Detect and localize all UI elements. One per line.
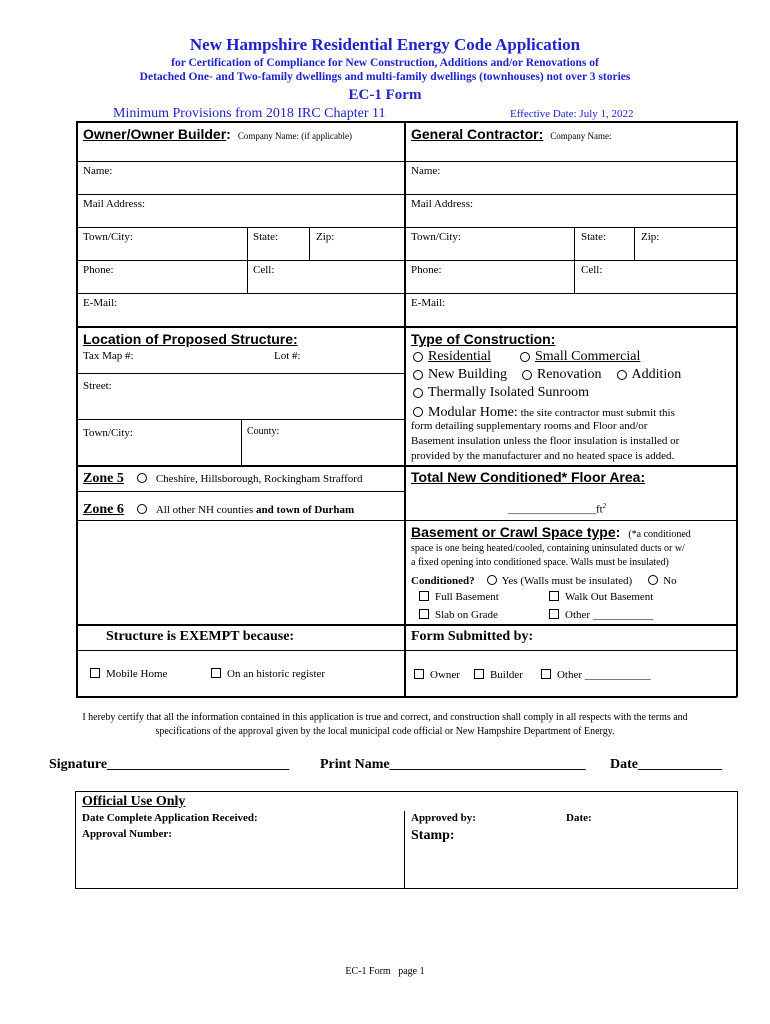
- submitted-heading: Form Submitted by:: [411, 629, 534, 644]
- construction-row-2: [413, 367, 681, 383]
- floor-area-heading: Total New Conditioned* Floor Area:: [411, 469, 646, 485]
- modular-option[interactable]: [413, 403, 675, 421]
- zone6-row[interactable]: [83, 500, 354, 518]
- owner-town-field[interactable]: Town/City:: [83, 231, 133, 243]
- location-heading: Location of Proposed Structure:: [83, 331, 298, 347]
- floor-area-blank: ________________ft: [508, 503, 603, 516]
- effective-date: Effective Date: July 1, 2022: [510, 108, 634, 120]
- owner-company-label: Company Name: (if applicable): [237, 131, 353, 141]
- zone6-text: All other NH counties: [155, 504, 257, 516]
- exempt-heading: Structure is EXEMPT because:: [106, 629, 295, 644]
- contractor-heading: General Contractor:: [411, 126, 544, 142]
- official-use-heading: Official Use Only: [82, 794, 186, 809]
- contractor-email-field[interactable]: E-Mail:: [411, 297, 446, 309]
- modular-note-2: form detailing supplementary rooms and Floor and/or: [411, 420, 648, 432]
- sunroom-option[interactable]: [413, 385, 589, 401]
- conditioned-yes-option[interactable]: [487, 571, 633, 588]
- sunroom-label: Thermally Isolated Sunroom: [428, 385, 589, 400]
- slab-checkbox-icon[interactable]: [419, 609, 429, 619]
- historic-checkbox-icon[interactable]: [211, 668, 221, 678]
- stamp-field[interactable]: Stamp:: [411, 828, 455, 843]
- certify-line-2: specifications of the approval given by the local municipal code official or New Hampshire Department of Energy.: [155, 726, 615, 737]
- small-commercial-label: Small Commercial: [535, 349, 641, 364]
- sunroom-radio-icon[interactable]: [413, 388, 423, 398]
- approved-by-field[interactable]: Approved by:: [411, 812, 476, 824]
- page-footer: EC-1 Form page 1: [345, 966, 425, 977]
- submitted-owner-checkbox-icon[interactable]: [414, 669, 424, 679]
- zone5-row[interactable]: [83, 469, 362, 487]
- owner-phone-field[interactable]: Phone:: [83, 264, 114, 276]
- lot-field[interactable]: Lot #:: [274, 350, 301, 362]
- construction-heading: Type of Construction:: [411, 331, 556, 347]
- submitted-other-label: Other ____________: [556, 669, 651, 681]
- basement-heading-row: [411, 524, 691, 542]
- basement-other-option[interactable]: [549, 605, 653, 623]
- zone5-text: Cheshire, Hillsborough, Rockingham Strafford: [155, 473, 363, 485]
- owner-zip-field[interactable]: Zip:: [316, 231, 335, 243]
- construction-row-1: [413, 349, 640, 365]
- small-commercial-radio-icon[interactable]: [520, 352, 530, 362]
- contractor-mail-field[interactable]: Mail Address:: [411, 198, 474, 210]
- zone6-bold-text: and town of Durham: [256, 504, 355, 516]
- zone5-label: Zone 5: [83, 471, 124, 486]
- form-subtitle-line2: Detached One- and Two-family dwellings and multi-family dwellings (townhouses) not over 3 stories: [139, 71, 631, 83]
- conditioned-no-radio-icon[interactable]: [648, 575, 658, 585]
- basement-other-label: Other ___________: [565, 609, 654, 621]
- owner-heading-row: [83, 126, 352, 144]
- walkout-label: Walk Out Basement: [565, 591, 654, 603]
- owner-mail-field[interactable]: Mail Address:: [83, 198, 146, 210]
- owner-state-field[interactable]: State:: [253, 231, 279, 243]
- provisions-text: Minimum Provisions from 2018 IRC Chapter 11: [113, 106, 386, 121]
- form-subtitle-line1: for Certification of Compliance for New Construction, Additions and/or Renovations of: [171, 57, 599, 69]
- zone6-label: Zone 6: [83, 502, 124, 517]
- modular-note-4: provided by the manufacturer and no heated space is added.: [411, 450, 675, 462]
- zone5-radio-icon[interactable]: [137, 473, 147, 483]
- addition-label: Addition: [631, 367, 682, 382]
- owner-heading-colon: :: [226, 126, 231, 142]
- street-field[interactable]: Street:: [83, 380, 112, 392]
- approval-number-field[interactable]: Approval Number:: [82, 828, 172, 840]
- location-town-field[interactable]: Town/City:: [83, 427, 133, 439]
- contractor-company-label: Company Name:: [550, 131, 612, 141]
- contractor-heading-row: [411, 126, 612, 144]
- contractor-phone-field[interactable]: Phone:: [411, 264, 442, 276]
- mobile-home-option[interactable]: [90, 664, 167, 682]
- basement-other-checkbox-icon[interactable]: [549, 609, 559, 619]
- submitted-row: [414, 665, 651, 683]
- walkout-checkbox-icon[interactable]: [549, 591, 559, 601]
- addition-option[interactable]: [617, 367, 682, 382]
- modular-note-1: the site contractor must submit this: [517, 407, 675, 419]
- form-title: New Hampshire Residential Energy Code Application: [189, 35, 581, 54]
- submitted-other-checkbox-icon[interactable]: [541, 669, 551, 679]
- date-field[interactable]: Date____________: [610, 757, 722, 772]
- new-building-option[interactable]: [413, 367, 507, 382]
- basement-heading: Basement or Crawl Space type: [411, 524, 616, 540]
- full-basement-option[interactable]: [419, 587, 499, 605]
- owner-cell-field[interactable]: Cell:: [253, 264, 275, 276]
- addition-radio-icon[interactable]: [617, 370, 627, 380]
- small-commercial-option[interactable]: [520, 349, 640, 364]
- zone6-radio-icon[interactable]: [137, 504, 147, 514]
- conditioned-yes-label: Yes (Walls must be insulated): [501, 575, 633, 587]
- contractor-cell-field[interactable]: Cell:: [581, 264, 603, 276]
- conditioned-label: Conditioned?: [411, 575, 475, 587]
- county-field[interactable]: County:: [247, 426, 280, 437]
- floor-area-unit-sup: 2: [602, 502, 607, 510]
- contractor-state-field[interactable]: State:: [581, 231, 607, 243]
- basement-note-3: a fixed opening into conditioned space. Walls must be insulated): [411, 557, 669, 568]
- historic-option[interactable]: [211, 664, 325, 682]
- contractor-zip-field[interactable]: Zip:: [641, 231, 660, 243]
- modular-radio-icon[interactable]: [413, 407, 423, 417]
- contractor-town-field[interactable]: Town/City:: [411, 231, 461, 243]
- owner-email-field[interactable]: E-Mail:: [83, 297, 118, 309]
- residential-option[interactable]: [413, 349, 491, 364]
- official-date-field[interactable]: Date:: [566, 812, 592, 824]
- owner-heading: Owner/Owner Builder: [83, 126, 227, 142]
- basement-note-1: (*a conditioned: [628, 529, 691, 540]
- floor-area-field[interactable]: [508, 502, 606, 516]
- conditioned-yes-radio-icon[interactable]: [487, 575, 497, 585]
- mobile-home-checkbox-icon[interactable]: [90, 668, 100, 678]
- mobile-home-label: Mobile Home: [106, 668, 168, 680]
- signature-field[interactable]: Signature__________________________: [49, 757, 290, 772]
- certify-line-1: I hereby certify that all the information contained in this application is true and correct, and construction shall comply in all respects with the terms and: [82, 712, 688, 723]
- date-received-field[interactable]: Date Complete Application Received:: [82, 812, 258, 824]
- submitted-owner-option[interactable]: [414, 665, 460, 682]
- residential-radio-icon[interactable]: [413, 352, 423, 362]
- renovation-option[interactable]: [522, 367, 602, 382]
- new-building-radio-icon[interactable]: [413, 370, 423, 380]
- print-name-field[interactable]: Print Name____________________________: [320, 757, 586, 772]
- contractor-name-field[interactable]: Name:: [411, 165, 441, 177]
- submitted-builder-checkbox-icon[interactable]: [474, 669, 484, 679]
- renovation-label: Renovation: [536, 367, 602, 382]
- new-building-label: New Building: [428, 367, 507, 382]
- slab-option[interactable]: [419, 605, 498, 623]
- submitted-owner-label: Owner: [430, 669, 460, 681]
- form-id: EC-1 Form: [348, 87, 422, 103]
- basement-colon: :: [615, 524, 621, 540]
- submitted-other-option[interactable]: [541, 665, 651, 682]
- submitted-builder-label: Builder: [489, 669, 523, 681]
- slab-label: Slab on Grade: [435, 609, 498, 621]
- full-basement-label: Full Basement: [435, 591, 499, 603]
- residential-label: Residential: [428, 349, 491, 364]
- conditioned-no-option[interactable]: [648, 571, 676, 588]
- conditioned-no-label: No: [663, 575, 677, 587]
- renovation-radio-icon[interactable]: [522, 370, 532, 380]
- historic-label: On an historic register: [227, 668, 326, 680]
- basement-note-2: space is one being heated/cooled, containing uninsulated ducts or w/: [411, 543, 685, 554]
- tax-map-field[interactable]: Tax Map #:: [83, 350, 134, 362]
- owner-name-field[interactable]: Name:: [83, 165, 113, 177]
- full-basement-checkbox-icon[interactable]: [419, 591, 429, 601]
- submitted-builder-option[interactable]: [474, 665, 523, 682]
- modular-label: Modular Home:: [428, 405, 518, 420]
- modular-note-3: Basement insulation unless the floor insulation is installed or: [411, 435, 680, 447]
- walkout-basement-option[interactable]: [549, 587, 653, 605]
